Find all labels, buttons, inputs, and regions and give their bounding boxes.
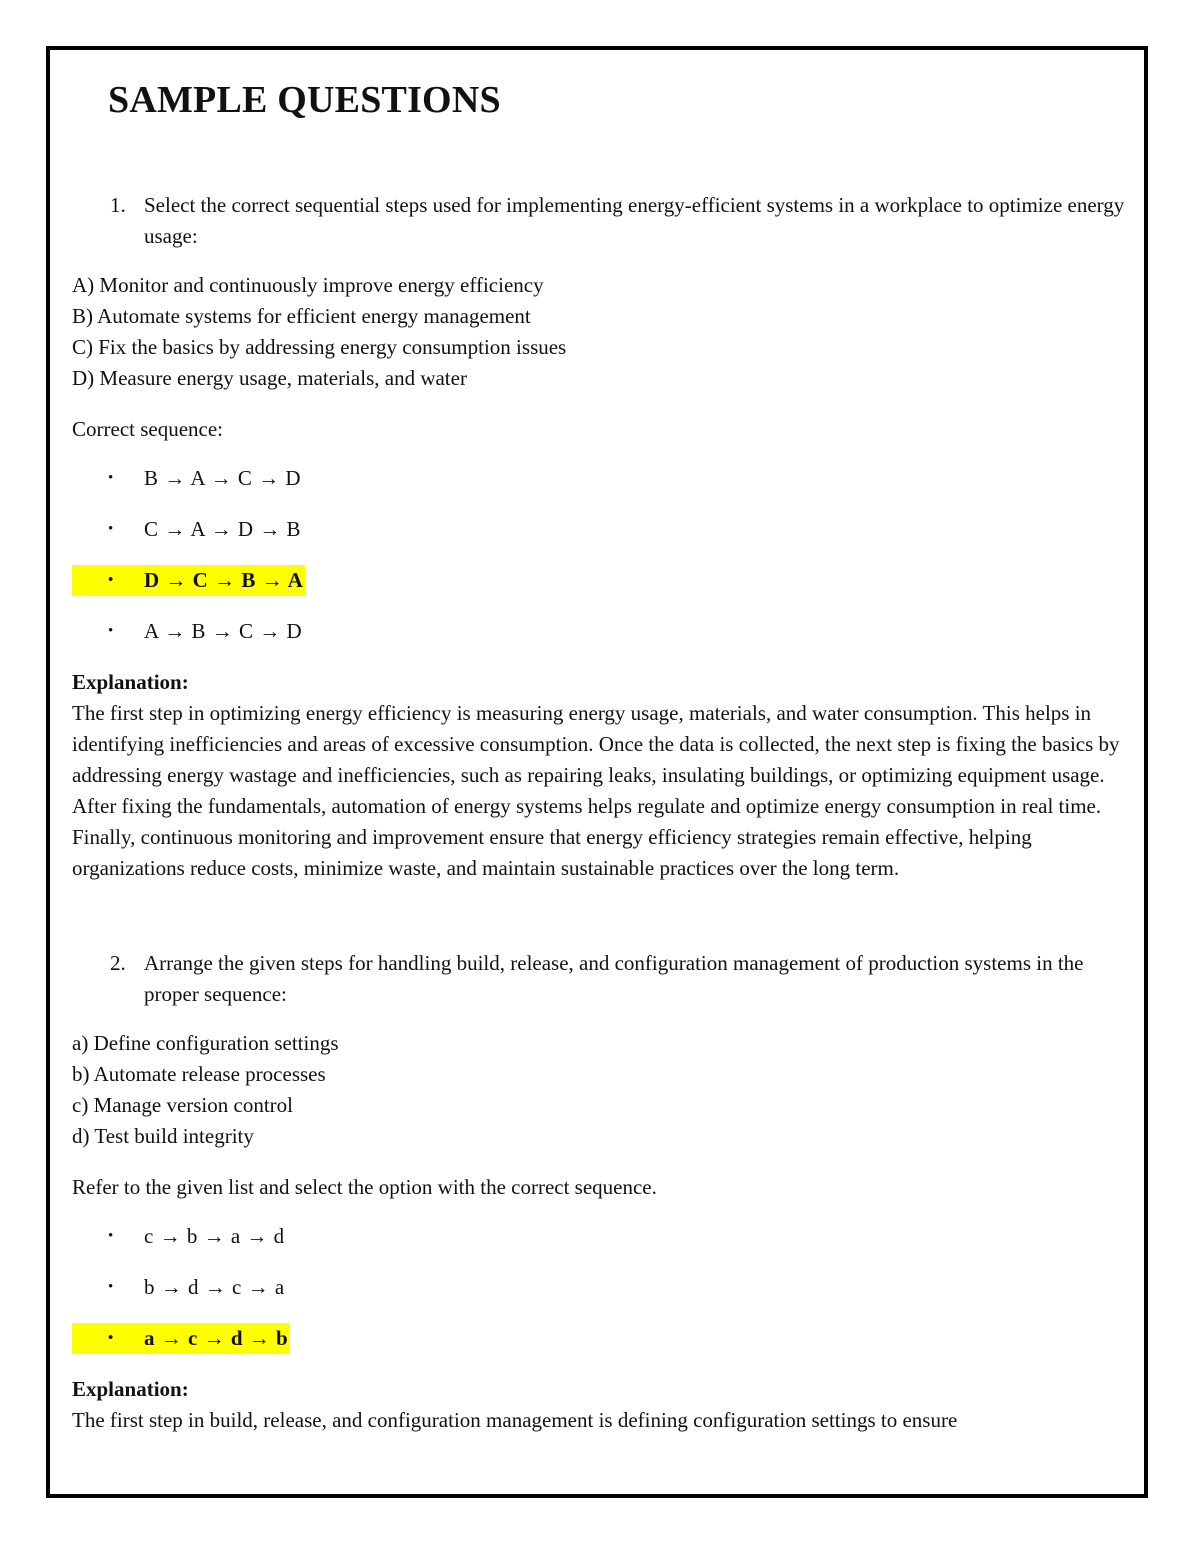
option-item: D) Measure energy usage, materials, and water xyxy=(72,366,467,390)
option-item: C) Fix the basics by addressing energy consumption issues xyxy=(72,335,567,359)
choice-item[interactable] xyxy=(72,616,1134,667)
choice-item-correct[interactable] xyxy=(72,565,1134,616)
document-content xyxy=(72,190,1134,1436)
choice-item[interactable] xyxy=(72,463,1134,514)
bullet-icon: • xyxy=(108,572,114,588)
question-1 xyxy=(110,190,1134,252)
page-frame xyxy=(46,46,1148,1498)
bullet-icon: • xyxy=(108,1330,114,1346)
bullet-icon: • xyxy=(108,1228,114,1244)
choice-text: C → A → D → B xyxy=(144,517,302,541)
explanation-text: The first step in optimizing energy efficiency is measuring energy usage, materials, and water consumption. This helps in identifying inefficiencies and areas of excessive consumption. Once the data is collected, the next step is fixing the basics by addressing energy wastage and inefficiencies, such as repairing leaks, insulating buildings, or optimizing equipment usage. After fixing the fundamentals, automation of energy systems helps regulate and optimize energy consumption in real time. Finally, continuous monitoring and improvement ensure that energy efficiency strategies remain effective, helping organizations reduce costs, minimize waste, and maintain sustainable practices over the long term. xyxy=(72,701,1120,880)
bullet-icon: • xyxy=(108,1279,114,1295)
option-item: c) Manage version control xyxy=(72,1093,294,1117)
choice-text: b → d → c → a xyxy=(144,1275,285,1299)
explanation-label: Explanation: xyxy=(72,670,189,694)
q1-options xyxy=(72,270,1134,394)
option-item: d) Test build integrity xyxy=(72,1124,254,1148)
question-number: 1. xyxy=(110,193,126,217)
option-item: B) Automate systems for efficient energy management xyxy=(72,304,531,328)
choice-text: B → A → C → D xyxy=(144,466,302,490)
q2-options xyxy=(72,1028,1134,1152)
choice-item-correct[interactable] xyxy=(72,1323,1134,1374)
choice-text: a → c → d → b xyxy=(144,1326,289,1350)
q1-choices xyxy=(72,463,1134,667)
choice-item[interactable] xyxy=(72,1272,1134,1323)
question-text: Select the correct sequential steps used for implementing energy-efficient systems in a workplace to optimize energy usage: xyxy=(144,193,1125,248)
q2-prompt: Refer to the given list and select the option with the correct sequence. xyxy=(72,1175,657,1199)
option-item: A) Monitor and continuously improve energy efficiency xyxy=(72,273,544,297)
choice-text: D → C → B → A xyxy=(144,568,304,592)
choice-text: c → b → a → d xyxy=(144,1224,285,1248)
question-number: 2. xyxy=(110,951,126,975)
bullet-icon: • xyxy=(108,470,114,486)
bullet-icon: • xyxy=(108,623,114,639)
choice-item[interactable] xyxy=(72,514,1134,565)
option-item: a) Define configuration settings xyxy=(72,1031,339,1055)
explanation-text: The first step in build, release, and configuration management is defining configuration settings to ensure xyxy=(72,1408,958,1432)
page-title: SAMPLE QUESTIONS xyxy=(108,79,501,121)
choice-item[interactable] xyxy=(72,1221,1134,1272)
bullet-icon: • xyxy=(108,521,114,537)
question-2 xyxy=(110,948,1134,1010)
q2-choices xyxy=(72,1221,1134,1374)
explanation-label: Explanation: xyxy=(72,1377,189,1401)
question-text: Arrange the given steps for handling build, release, and configuration management of production systems in the proper sequence: xyxy=(144,951,1084,1006)
option-item: b) Automate release processes xyxy=(72,1062,326,1086)
choice-text: A → B → C → D xyxy=(144,619,303,643)
q1-prompt: Correct sequence: xyxy=(72,417,224,441)
